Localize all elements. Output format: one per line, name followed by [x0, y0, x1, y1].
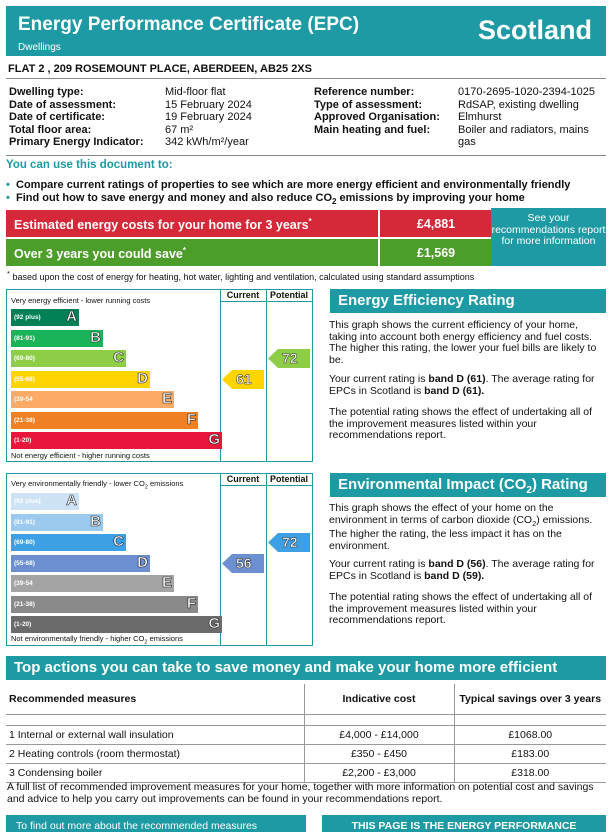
- full-list-note: A full list of recommended improvement measures for your home, together with more information on potential cost and savings and advice to help you carry out improvements can be found in your recommendations report.: [7, 781, 594, 805]
- footer-page-note: THIS PAGE IS THE ENERGY PERFORMANCE: [322, 815, 606, 832]
- fact-label: Total floor area:: [9, 123, 92, 136]
- facts-left-values: [165, 86, 252, 149]
- fact-label: Date of certificate:: [9, 111, 105, 123]
- bullet-item: • Find out how to save energy and money and also reduce $CO_2$ emissions by improving your home: [6, 191, 525, 206]
- estimated-costs-value: £4,881: [380, 210, 492, 237]
- band-letter: B: [90, 328, 101, 346]
- rating-band-g: [11, 432, 222, 449]
- rating-band-a: [11, 309, 79, 326]
- band-letter: E: [161, 390, 172, 407]
- band-letter: F: [186, 410, 196, 428]
- band-letter: G: [208, 615, 220, 632]
- saving-cell: £183.00: [454, 744, 606, 763]
- divider: [6, 78, 606, 79]
- certificate-title: Energy Performance Certificate (EPC): [18, 14, 360, 35]
- eer-paragraph-1: This graph shows the current efficiency of your home, taking into account both energy efficiency and fuel costs. The higher this rating, the lower your fuel bills are likely to be.: [329, 319, 597, 366]
- potential-rating-pointer-value: 72: [282, 534, 298, 550]
- epc-header: [6, 6, 606, 56]
- band-letter: G: [208, 431, 220, 448]
- environmental-impact-chart: [6, 473, 313, 646]
- band-letter: E: [161, 574, 172, 591]
- band-range: (92 plus): [14, 498, 41, 505]
- rating-band-c: [11, 350, 126, 367]
- measure-cell: 2 Heating controls (room thermostat): [6, 744, 304, 763]
- potential-rating-pointer: [268, 533, 310, 552]
- cost-cell: £2,200 - £3,000: [304, 763, 454, 782]
- fact-value: Elmhurst: [458, 111, 502, 123]
- potential-column-header: Potential: [269, 290, 308, 300]
- rating-band-e: [11, 575, 174, 592]
- fact-label: Reference number:: [314, 86, 415, 98]
- chart-top-label: Very environmentally friendly - lower $CO_2$ emissions: [11, 479, 184, 491]
- band-range: (39-54: [14, 396, 33, 403]
- rating-band-e: [11, 391, 174, 408]
- band-letter: A: [66, 308, 77, 325]
- current-column-header: Current: [226, 290, 260, 300]
- potential-rating-pointer-value: 72: [282, 350, 298, 366]
- table-row: [6, 725, 606, 744]
- band-letter: C: [113, 533, 124, 550]
- use-bullets: [6, 179, 570, 208]
- cost-header: Indicative cost: [304, 684, 454, 714]
- saving-cell: £1068.00: [454, 725, 606, 744]
- table-row: [6, 744, 606, 763]
- table-row: [6, 763, 606, 782]
- potential-column-header: Potential: [269, 474, 308, 484]
- fact-value: 0170-2695-1020-2394-1025: [458, 86, 596, 98]
- band-letter: F: [186, 594, 196, 612]
- band-range: (92 plus): [14, 314, 41, 321]
- fact-label: Main heating and fuel:: [314, 123, 431, 136]
- savings-value: £1,569: [380, 239, 492, 266]
- current-rating-pointer-value: 61: [236, 370, 252, 387]
- chart-top-label: Very energy efficient - lower running costs: [11, 296, 151, 305]
- fact-value: 342 kWh/m²/year: [165, 136, 249, 148]
- rating-band-a: [11, 493, 79, 510]
- fact-value: 19 February 2024: [165, 111, 252, 123]
- band-letter: A: [66, 492, 77, 509]
- fact-value: RdSAP, existing dwelling: [458, 98, 579, 111]
- current-column-header: Current: [226, 474, 260, 484]
- energy-efficiency-chart: [6, 289, 313, 462]
- rating-band-g: [11, 616, 222, 633]
- measures-header: Recommended measures: [6, 684, 304, 714]
- see-recommendations-box: See your recommendations report for more information: [491, 208, 606, 266]
- rating-band-d: [11, 555, 150, 572]
- rating-band-f: [11, 596, 198, 613]
- fact-value: 15 February 2024: [165, 98, 252, 111]
- property-address: FLAT 2 , 209 ROSEMOUNT PLACE, ABERDEEN, AB25 2XS: [8, 63, 312, 75]
- rating-band-c: [11, 534, 126, 551]
- eir-paragraph-1: This graph shows the effect of your home on the environment in terms of carbon dioxide $(CO_2)$ emissions. The higher the rating, the less impact it has on the environment.: [329, 502, 593, 552]
- fact-label: Primary Energy Indicator:: [9, 136, 144, 148]
- band-letter: B: [90, 512, 101, 530]
- fact-value: Mid-floor flat: [165, 86, 226, 98]
- band-range: (55-68): [14, 559, 35, 567]
- chart-bottom-label: Not environmentally friendly - higher $CO_2$ emissions: [11, 634, 183, 646]
- cost-cell: £4,000 - £14,000: [304, 725, 454, 744]
- saving-cell: £318.00: [454, 763, 606, 782]
- band-range: (81-91): [14, 518, 35, 526]
- measure-cell: 3 Condensing boiler: [6, 763, 304, 782]
- country-label: Scotland: [477, 15, 592, 45]
- facts-right-values: [458, 86, 608, 149]
- fact-label: Type of assessment:: [314, 98, 423, 111]
- divider: [6, 155, 606, 156]
- eir-paragraph-2: Your current rating is band D (56). The average rating for EPCs in Scotland is band D (59).: [329, 558, 595, 582]
- savings-label: Over 3 years you could save*: [6, 239, 378, 266]
- band-range: (81-91): [14, 334, 35, 342]
- certificate-subtitle: Dwellings: [18, 42, 61, 53]
- eer-paragraph-2: Your current rating is band D (61). The average rating for EPCs in Scotland is band D (61).: [329, 373, 595, 397]
- band-letter: D: [137, 369, 148, 387]
- eer-panel-title: Energy Efficiency Rating: [330, 289, 606, 313]
- eer-paragraph-3: The potential rating shows the effect of undertaking all of the improvement measures listed within your recommendations report.: [329, 406, 593, 442]
- rating-band-d: [11, 371, 150, 388]
- band-range: (55-68): [14, 375, 35, 383]
- use-heading: You can use this document to:: [6, 159, 173, 171]
- band-range: (69-80): [14, 539, 35, 546]
- bullet-item: • Compare current ratings of properties to see which are more energy efficient and environmentally friendly: [6, 179, 571, 191]
- savings-header: Typical savings over 3 years: [454, 684, 606, 714]
- table-header-row: [6, 684, 606, 714]
- footer-find-out-more[interactable]: To find out more about the recommended measures: [6, 815, 306, 832]
- rating-band-b: [11, 514, 103, 531]
- rating-band-f: [11, 412, 198, 429]
- potential-rating-pointer: [268, 349, 310, 368]
- eir-paragraph-3: The potential rating shows the effect of undertaking all of the improvement measures listed within your recommendations report.: [329, 591, 593, 627]
- estimated-costs-label: Estimated energy costs for your home for 3 years*: [6, 210, 378, 237]
- band-range: (39-54: [14, 580, 33, 587]
- band-letter: C: [113, 349, 124, 366]
- eir-panel-title: Environmental Impact $(CO_2)$ Rating: [330, 473, 606, 497]
- fact-label: Approved Organisation:: [314, 111, 440, 123]
- band-letter: D: [137, 553, 148, 571]
- current-rating-pointer: [222, 554, 264, 573]
- band-range: (21-38): [14, 600, 35, 608]
- facts-left-labels: [9, 86, 144, 149]
- rating-band-b: [11, 330, 103, 347]
- band-range: (1-20): [14, 621, 32, 628]
- cost-footnote: * based upon the cost of energy for heating, hot water, lighting and ventilation, calculated using standard assumptions: [7, 269, 475, 282]
- chart-bottom-label: Not energy efficient - higher running costs: [11, 451, 150, 460]
- band-range: (1-20): [14, 437, 32, 444]
- cost-cell: £350 - £450: [304, 744, 454, 763]
- current-rating-pointer: [222, 370, 264, 389]
- fact-label: Date of assessment:: [9, 98, 116, 111]
- measure-cell: 1 Internal or external wall insulation: [6, 725, 304, 744]
- band-range: (69-80): [14, 355, 35, 362]
- current-rating-pointer-value: 56: [236, 554, 252, 571]
- fact-value: 67 m²: [165, 123, 194, 136]
- band-range: (21-38): [14, 416, 35, 424]
- fact-value: Boiler and radiators, mains gas: [458, 123, 589, 148]
- fact-label: Dwelling type:: [9, 86, 84, 98]
- top-actions-title: Top actions you can take to save money and make your home more efficient: [6, 656, 606, 680]
- facts-right-labels: [314, 86, 440, 136]
- recommended-measures-table: [6, 684, 606, 783]
